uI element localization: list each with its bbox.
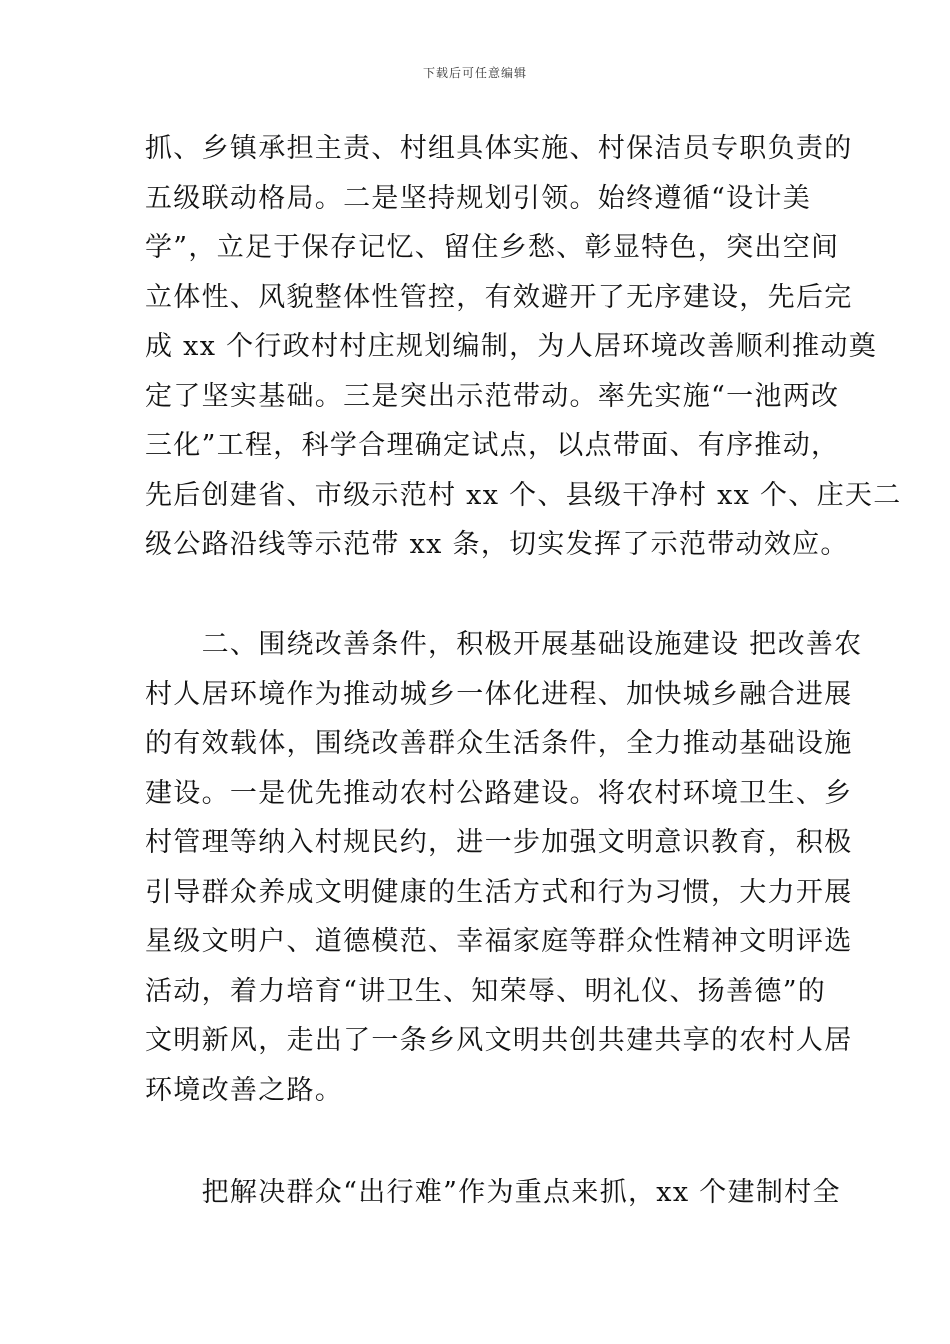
text-line: 的有效载体，围绕改善群众生活条件，全力推动基础设施 [145,728,853,759]
text-line: 先后创建省、市级示范村 xx 个、县级干净村 xx 个、庄天二 [145,479,902,511]
page-header: 下载后可任意编辑 [422,66,527,80]
text-line: 立体性、风貌整体性管控，有效避开了无序建设，先后完 [145,281,853,313]
paragraph-3 [145,1168,841,1218]
text-line: 三化”工程，科学合理确定试点，以点带面、有序推动， [145,430,840,461]
paragraph-2 [145,620,863,1115]
text-line: 成 xx 个行政村村庄规划编制，为人居环境改善顺利推动奠 [145,331,878,362]
text-line: 文明新风，走出了一条乡风文明共创共建共享的农村人居 [145,1025,853,1056]
text-line: 建设。一是优先推动农村公路建设。将农村环境卫生、乡 [145,777,853,809]
text-line: 星级文明户、道德模范、幸福家庭等群众性精神文明评选 [145,926,853,957]
text-line: 五级联动格局。二是坚持规划引领。始终遵循“设计美 [145,182,812,214]
text-line: 村管理等纳入村规民约，进一步加强文明意识教育，积极 [145,827,853,858]
text-line: 二、围绕改善条件，积极开展基础设施建设 把改善农 [145,629,863,660]
paragraph-1 [145,124,902,570]
text-line: 环境改善之路。 [145,1074,344,1106]
text-line: 级公路沿线等示范带 xx 条，切实发挥了示范带动效应。 [145,529,849,560]
text-line: 把解决群众“出行难”作为重点来抓，xx 个建制村全 [145,1177,841,1208]
text-line: 村人居环境作为推动城乡一体化进程、加快城乡融合进展 [145,678,853,710]
text-line: 定了坚实基础。三是突出示范带动。率先实施“一池两改 [145,380,840,412]
text-line: 抓、乡镇承担主责、村组具体实施、村保洁员专职负责的 [145,133,853,164]
text-line: 引导群众养成文明健康的生活方式和行为习惯，大力开展 [145,876,853,908]
text-line: 学”，立足于保存记忆、留住乡愁、彰显特色，突出空间 [145,232,840,263]
text-line: 活动，着力培育“讲卫生、知荣辱、明礼仪、扬善德”的 [145,975,827,1007]
